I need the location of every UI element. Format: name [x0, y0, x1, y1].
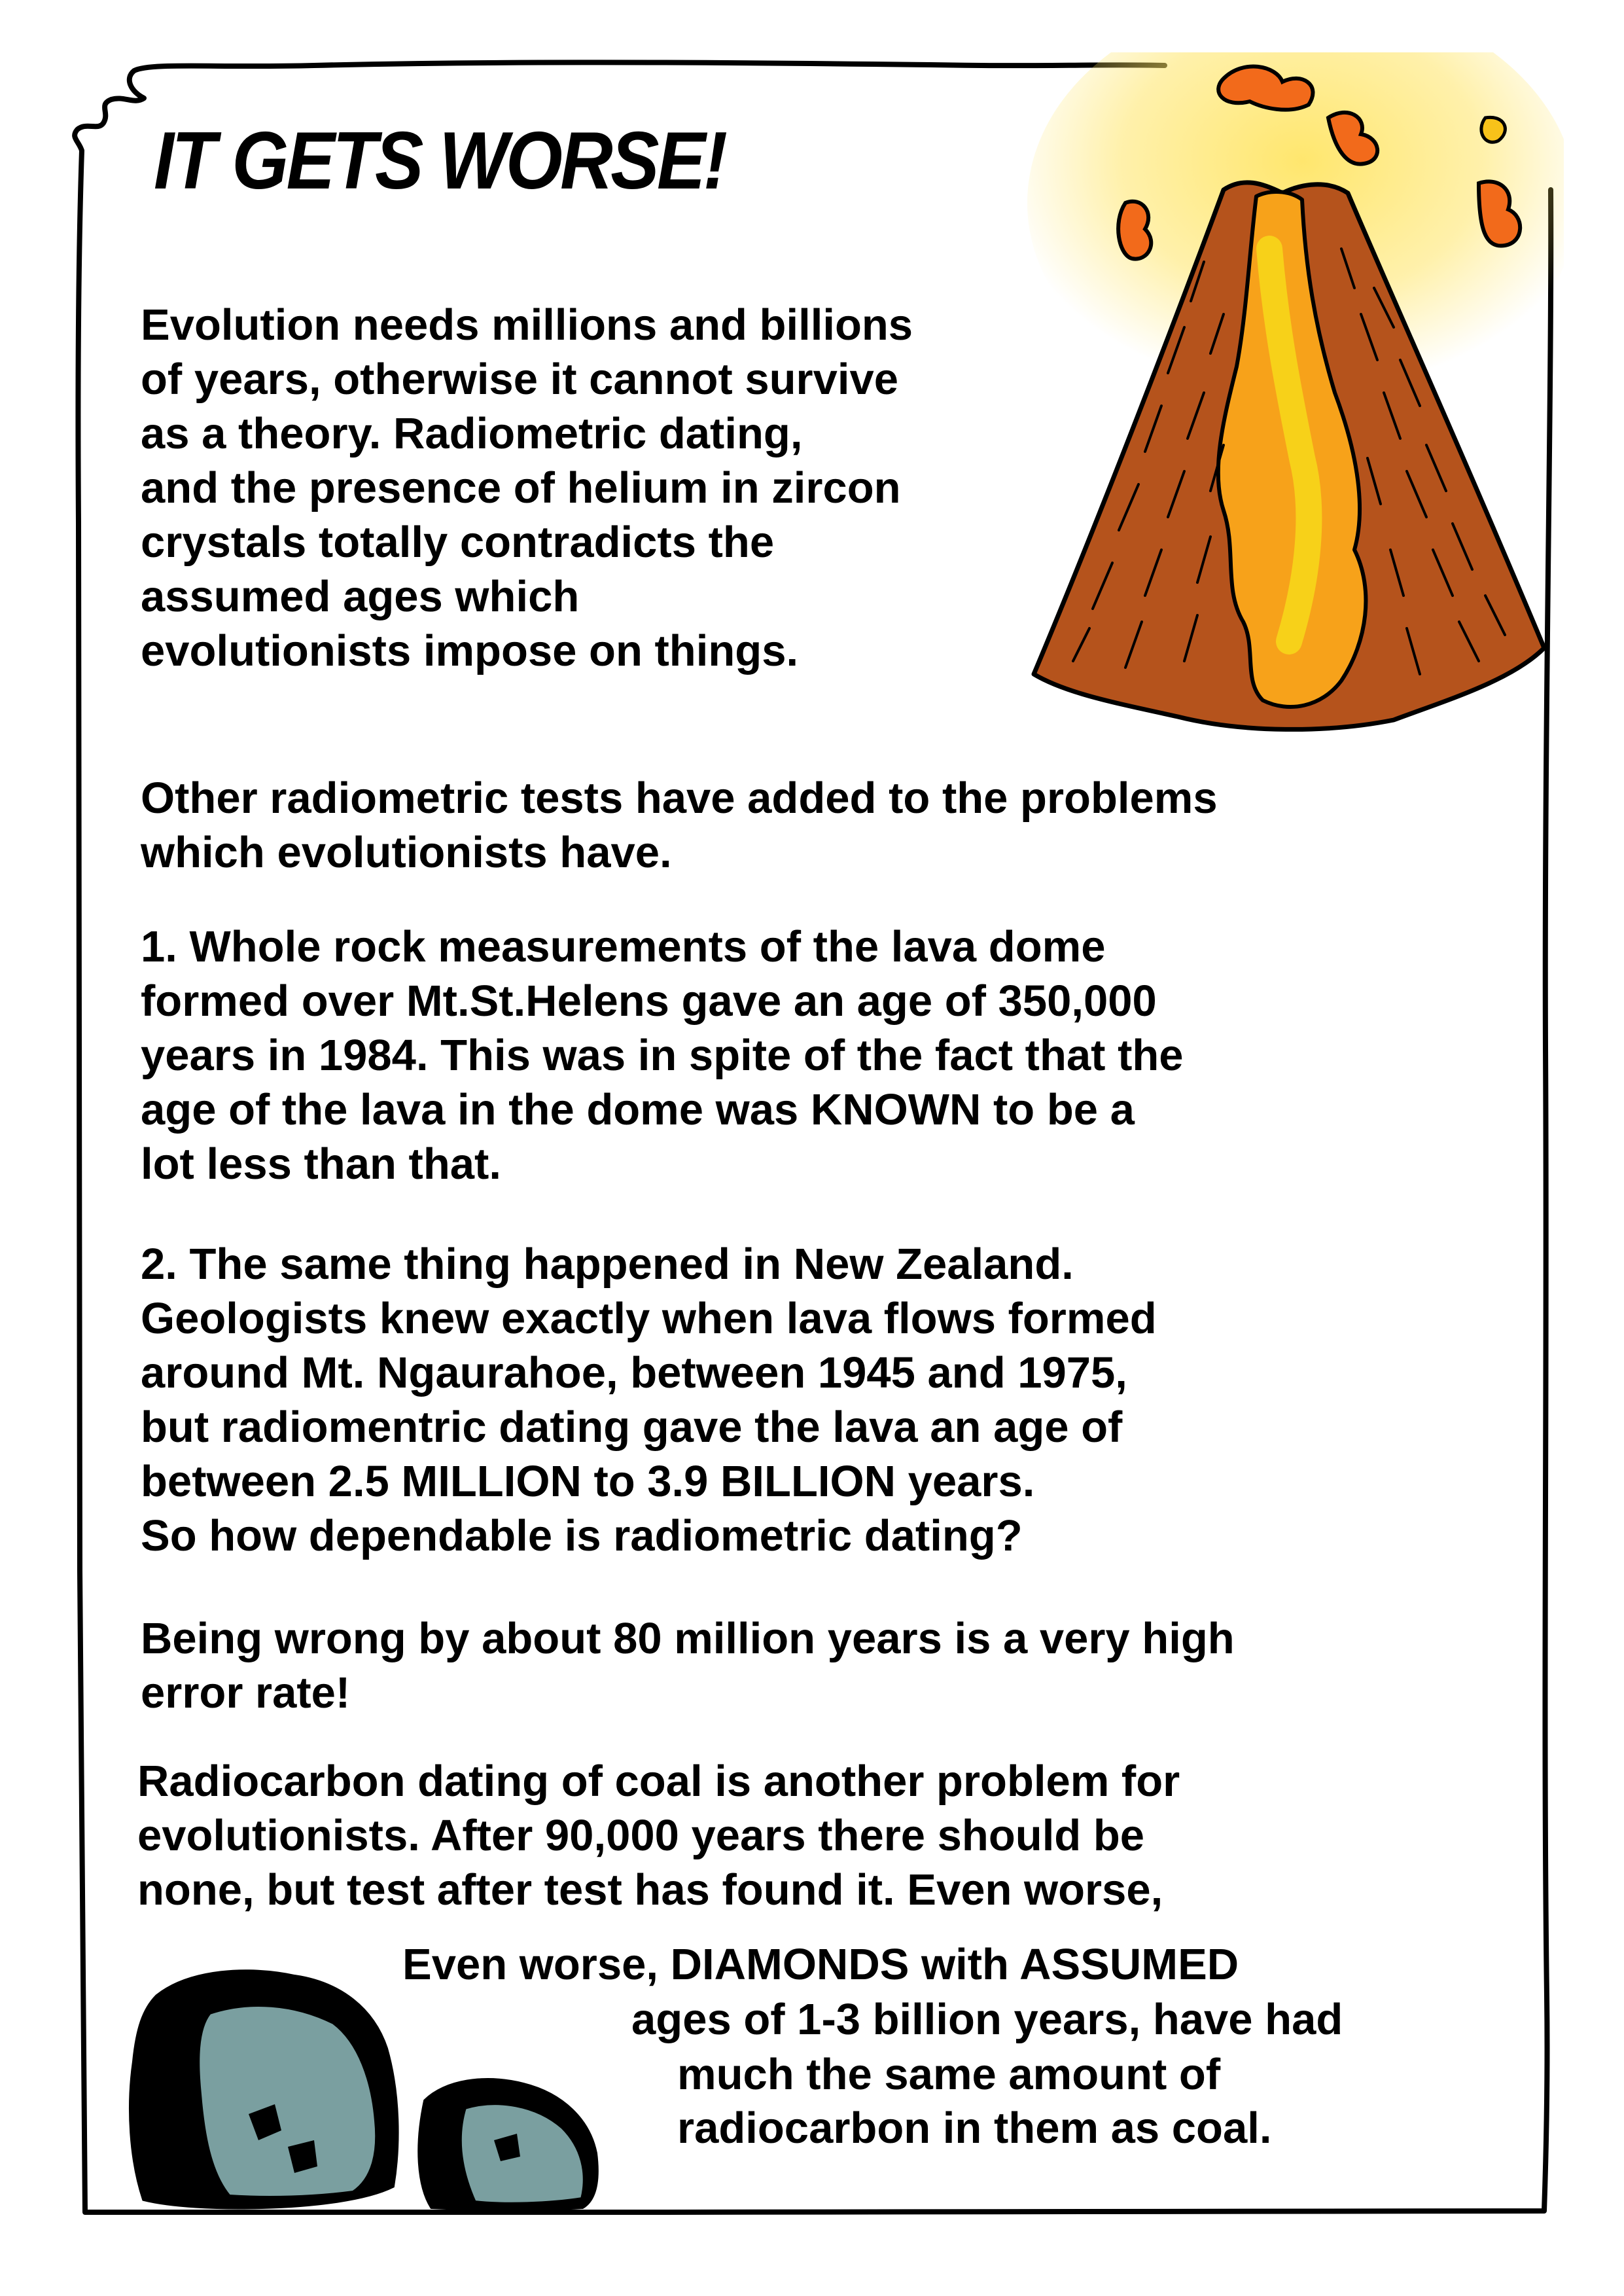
- text-line: of years, otherwise it cannot survive: [141, 355, 899, 404]
- text-line: 1. Whole rock measurements of the lava dome: [141, 922, 1106, 971]
- text-line: evolutionists impose on things.: [141, 626, 799, 675]
- text-line: Geologists knew exactly when lava flows formed: [141, 1294, 1157, 1343]
- diamonds-line: ages of 1-3 billion years, have had: [631, 1995, 1343, 2044]
- item-2-paragraph: [141, 1237, 1157, 1563]
- text-line: Being wrong by about 80 million years is a very high: [141, 1614, 1235, 1663]
- rocks-icon: [118, 1950, 628, 2212]
- text-line: years in 1984. This was in spite of the fact that the: [141, 1031, 1184, 1080]
- text-line: evolutionists. After 90,000 years there should be: [137, 1811, 1145, 1860]
- text-line: error rate!: [141, 1668, 351, 1717]
- text-line: and the presence of helium in zircon: [141, 463, 901, 512]
- other-tests-paragraph: [141, 771, 1218, 880]
- text-line: age of the lava in the dome was KNOWN to be a: [141, 1085, 1135, 1134]
- diamonds-line: much the same amount of: [677, 2050, 1221, 2099]
- volcano-icon: [1027, 52, 1564, 746]
- text-line: Radiocarbon dating of coal is another problem for: [137, 1757, 1180, 1806]
- text-line: Other radiometric tests have added to the problems: [141, 774, 1218, 823]
- text-line: crystals totally contradicts the: [141, 518, 775, 567]
- text-line: none, but test after test has found it. Even worse,: [137, 1865, 1163, 1914]
- text-line: lot less than that.: [141, 1139, 501, 1189]
- diamonds-line: radiocarbon in them as coal.: [677, 2104, 1272, 2153]
- text-line: formed over Mt.St.Helens gave an age of 350,000: [141, 977, 1157, 1026]
- error-rate-paragraph: [141, 1611, 1235, 1720]
- diamonds-line: Even worse, DIAMONDS with ASSUMED: [402, 1940, 1239, 1989]
- text-line: Evolution needs millions and billions: [141, 300, 913, 350]
- text-line: assumed ages which: [141, 572, 580, 621]
- text-line: 2. The same thing happened in New Zealand.: [141, 1240, 1074, 1289]
- intro-paragraph: [141, 298, 913, 678]
- text-line: between 2.5 MILLION to 3.9 BILLION years.: [141, 1457, 1035, 1506]
- item-1-paragraph: [141, 920, 1184, 1191]
- text-line: which evolutionists have.: [141, 828, 672, 877]
- text-line: as a theory. Radiometric dating,: [141, 409, 803, 458]
- text-line: but radiomentric dating gave the lava an age of: [141, 1403, 1123, 1452]
- text-line: So how dependable is radiometric dating?: [141, 1511, 1023, 1560]
- radiocarbon-paragraph: [137, 1754, 1180, 1917]
- text-line: around Mt. Ngaurahoe, between 1945 and 1975,: [141, 1348, 1127, 1397]
- page-title: IT GETS WORSE!: [154, 116, 726, 206]
